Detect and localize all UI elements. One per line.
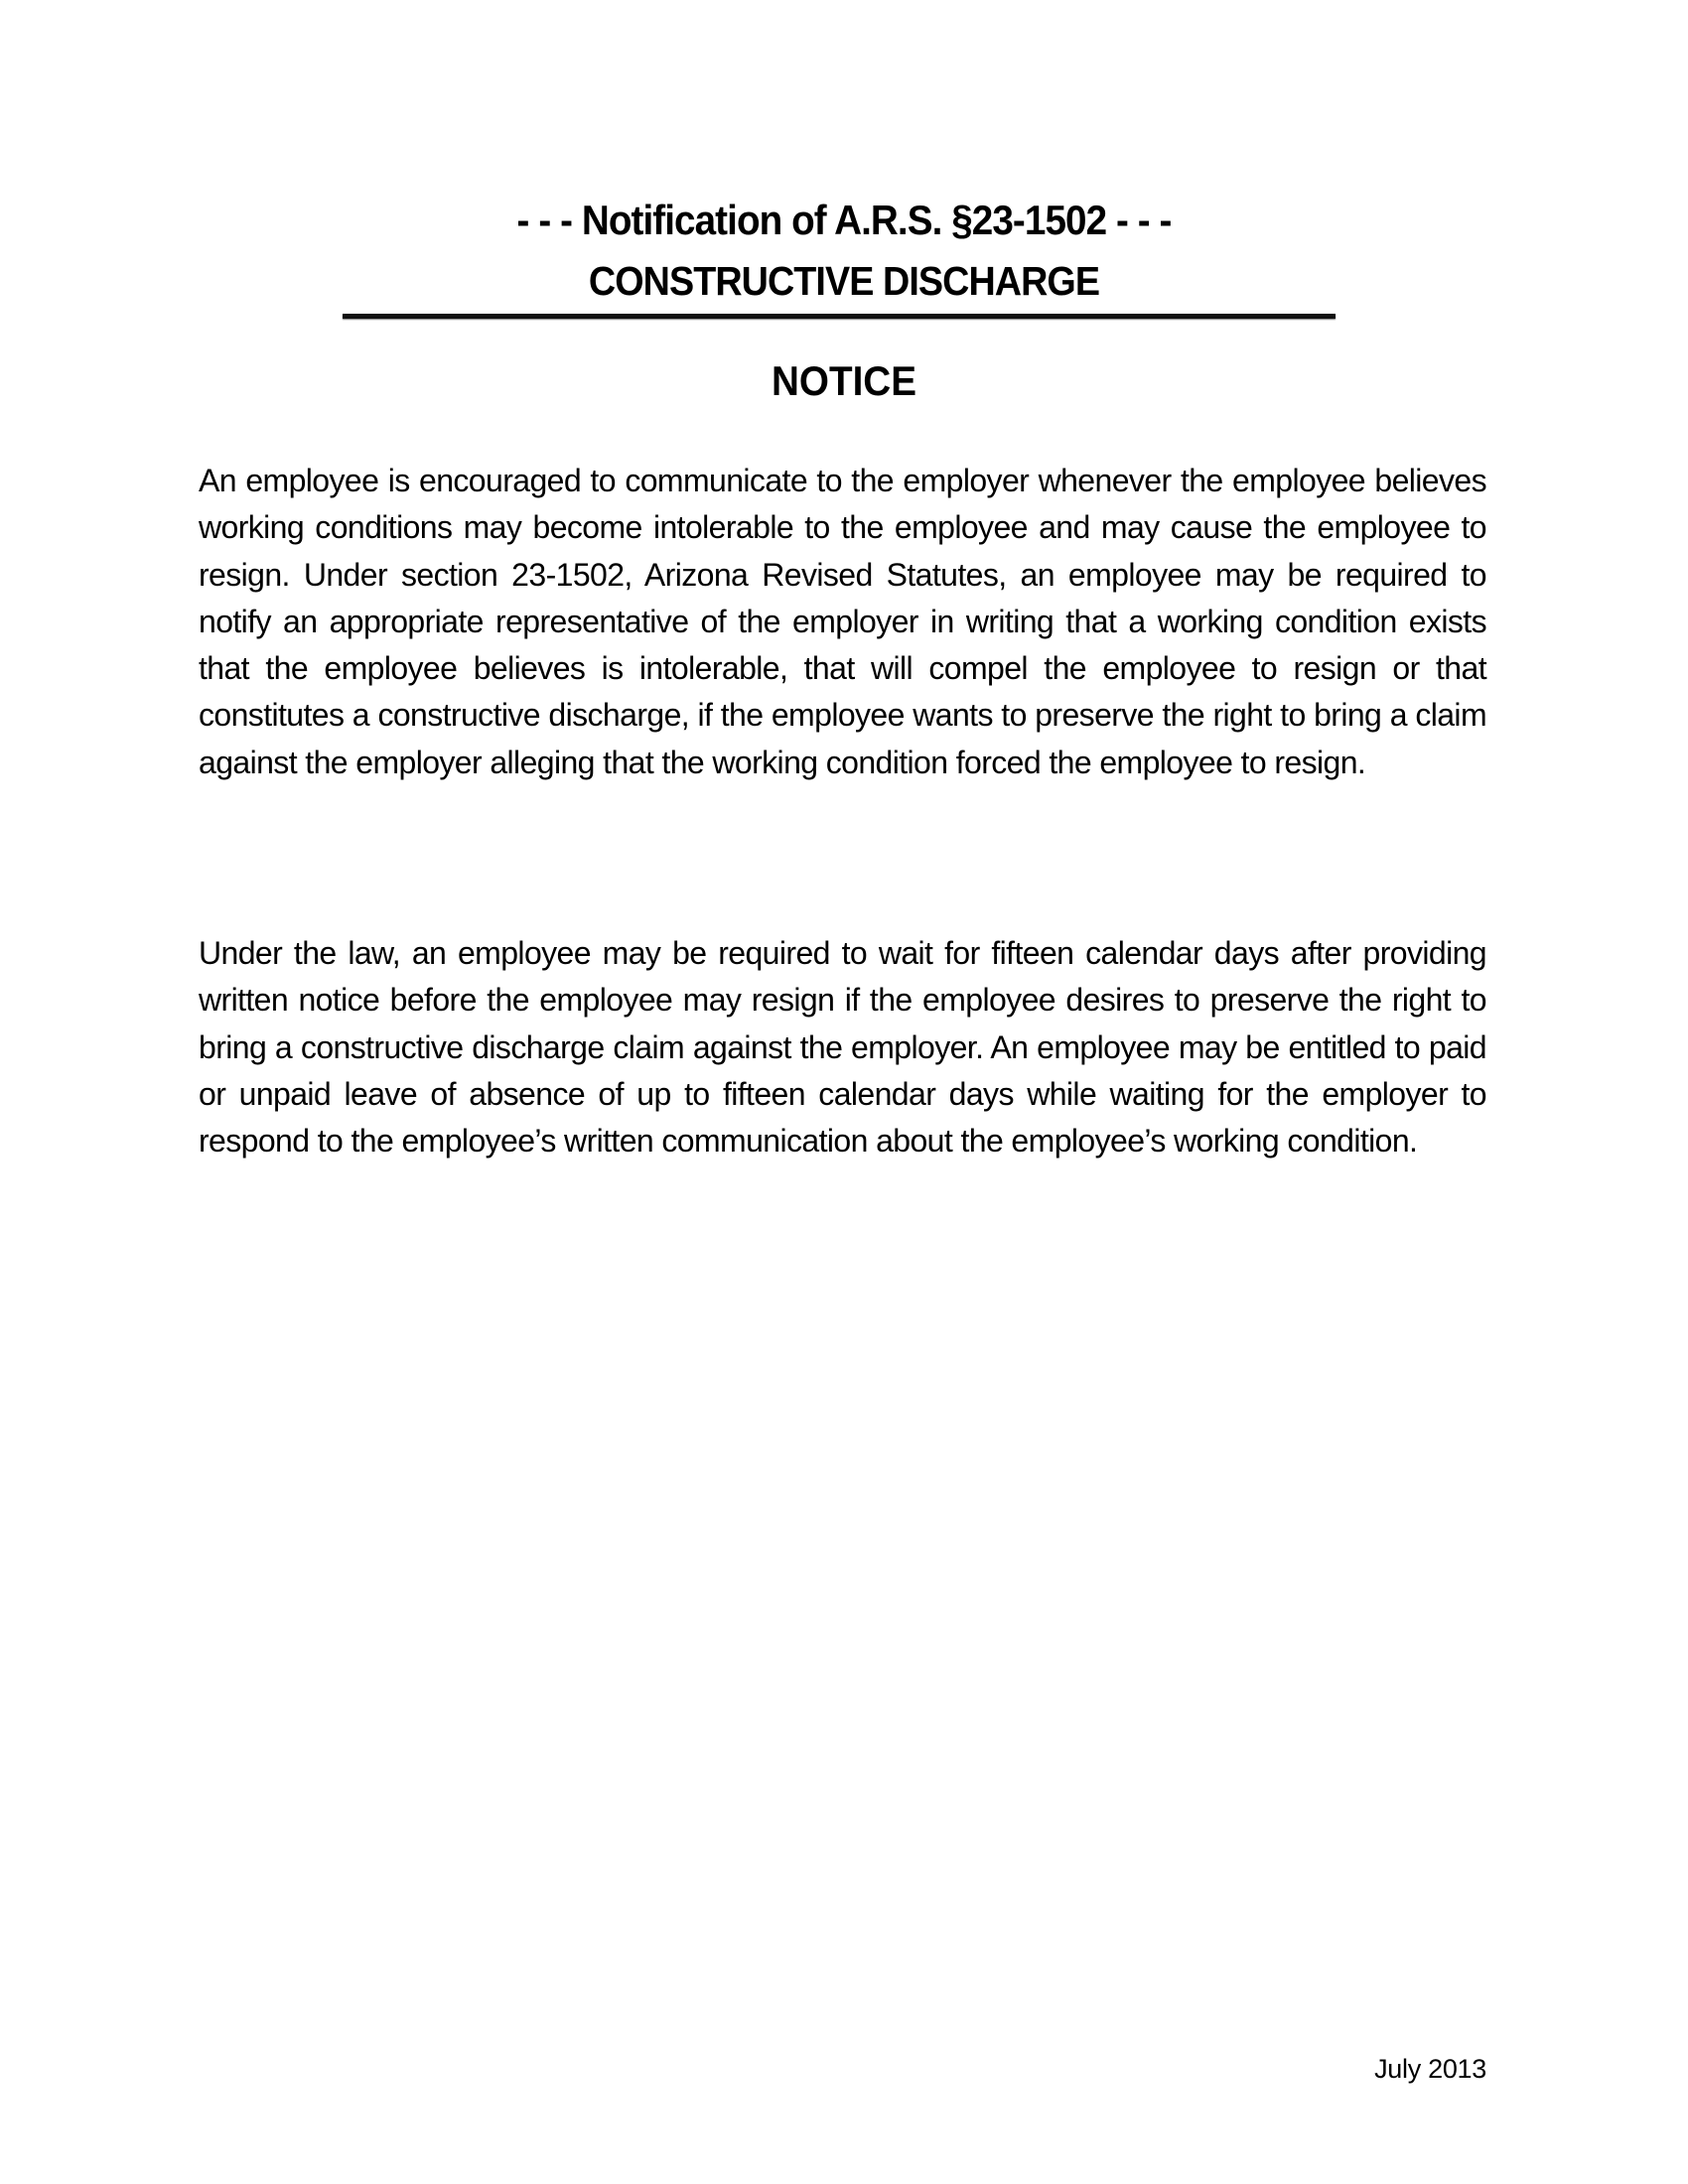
title-underline-divider (343, 314, 1336, 319)
footer-date: July 2013 (1374, 2054, 1486, 2084)
document-title-statute: - - - Notification of A.R.S. §23-1502 - - - (516, 197, 1172, 243)
document-title-subject: CONSTRUCTIVE DISCHARGE (588, 258, 1100, 304)
body-paragraph-2: Under the law, an employee may be required to wait for fifteen calendar days after providing written notice before the employee may resign if the employee desires to preserve the right to bring a constructive discharge claim against the employer. An employee may be entitled to paid or unpaid leave of absence of up to fifteen calendar days while waiting for the employer to respond to the employee’s written communication about the employee’s working condition. (199, 935, 1486, 1160)
notice-heading: NOTICE (772, 357, 916, 404)
body-paragraph-1: An employee is encouraged to communicate to the employer whenever the employee believes working conditions may become intolerable to the employee and may cause the employee to resign. Under section 23-1502, Arizona Revised Statutes, an employee may be required to notify an appropriate representative of the employer in writing that a working condition exists that the employee believes is intolerable, that will compel the employee to resign or that constitutes a constructive discharge, if the employee wants to preserve the right to bring a claim against the employer alleging that the working condition forced the employee to resign. (199, 463, 1486, 780)
